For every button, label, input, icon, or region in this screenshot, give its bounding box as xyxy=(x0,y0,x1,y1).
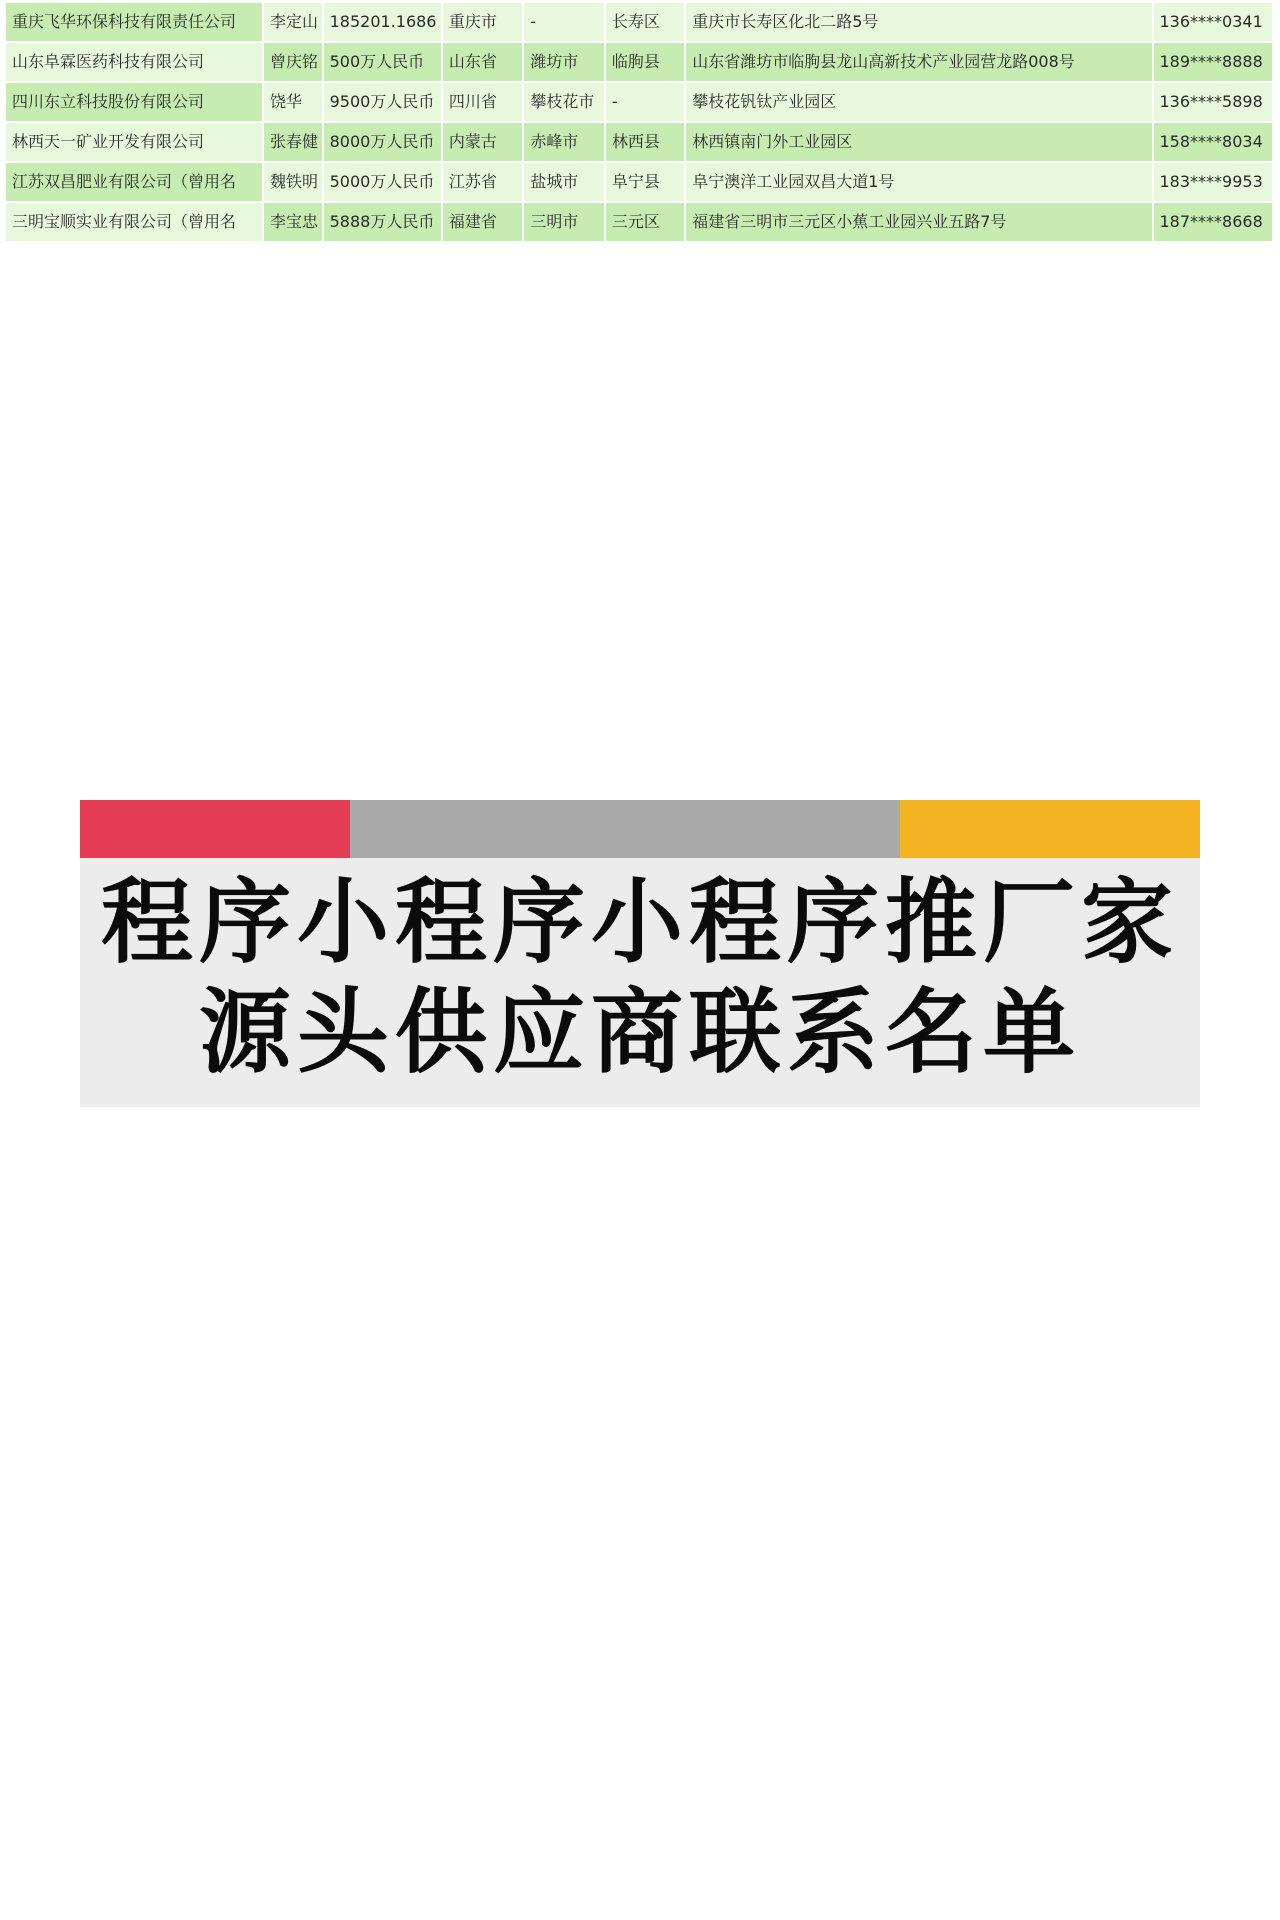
cell-phone: 136****0341 xyxy=(1154,3,1275,43)
table-row xyxy=(6,123,1274,163)
cell-address: 林西镇南门外工业园区 xyxy=(686,123,1153,163)
cell-city: 潍坊市 xyxy=(524,43,606,83)
title-banner xyxy=(80,800,1200,1107)
cell-district: 长寿区 xyxy=(606,3,686,43)
cell-district: - xyxy=(606,83,686,123)
cell-province: 江苏省 xyxy=(443,163,525,203)
cell-city: 三明市 xyxy=(524,203,606,243)
cell-company: 重庆飞华环保科技有限责任公司 xyxy=(6,3,264,43)
cell-address: 重庆市长寿区化北二路5号 xyxy=(686,3,1153,43)
cell-address: 福建省三明市三元区小蕉工业园兴业五路7号 xyxy=(686,203,1153,243)
cell-district: 林西县 xyxy=(606,123,686,163)
cell-address: 攀枝花钒钛产业园区 xyxy=(686,83,1153,123)
cell-address: 山东省潍坊市临朐县龙山高新技术产业园营龙路008号 xyxy=(686,43,1153,83)
table-row xyxy=(6,43,1274,83)
cell-contact: 饶华 xyxy=(264,83,324,123)
cell-province: 内蒙古 xyxy=(443,123,525,163)
cell-company: 江苏双昌肥业有限公司（曾用名 xyxy=(6,163,264,203)
cell-city: 赤峰市 xyxy=(524,123,606,163)
cell-company: 林西天一矿业开发有限公司 xyxy=(6,123,264,163)
cell-phone: 136****5898 xyxy=(1154,83,1275,123)
cell-capital: 5888万人民币 xyxy=(324,203,443,243)
cell-capital: 185201.1686 xyxy=(324,3,443,43)
cell-city: - xyxy=(524,3,606,43)
banner-title-line2: 源头供应商联系名单 xyxy=(198,979,1081,1086)
cell-phone: 187****8668 xyxy=(1154,203,1275,243)
cell-phone: 158****8034 xyxy=(1154,123,1275,163)
cell-province: 山东省 xyxy=(443,43,525,83)
cell-province: 福建省 xyxy=(443,203,525,243)
cell-contact: 李宝忠 xyxy=(264,203,324,243)
cell-address: 阜宁澳洋工业园双昌大道1号 xyxy=(686,163,1153,203)
cell-company: 四川东立科技股份有限公司 xyxy=(6,83,264,123)
cell-capital: 5000万人民币 xyxy=(324,163,443,203)
cell-phone: 183****9953 xyxy=(1154,163,1275,203)
cell-phone: 189****8888 xyxy=(1154,43,1275,83)
cell-capital: 8000万人民币 xyxy=(324,123,443,163)
banner-title-line1: 程序小程序小程序推厂家 xyxy=(100,869,1179,976)
cell-province: 重庆市 xyxy=(443,3,525,43)
banner-bar-orange xyxy=(900,800,1200,858)
cell-contact: 李定山 xyxy=(264,3,324,43)
table-row xyxy=(6,3,1274,43)
cell-district: 临朐县 xyxy=(606,43,686,83)
cell-capital: 9500万人民币 xyxy=(324,83,443,123)
cell-contact: 曾庆铭 xyxy=(264,43,324,83)
cell-city: 盐城市 xyxy=(524,163,606,203)
banner-bar-red xyxy=(80,800,350,858)
cell-company: 山东阜霖医药科技有限公司 xyxy=(6,43,264,83)
cell-province: 四川省 xyxy=(443,83,525,123)
cell-district: 阜宁县 xyxy=(606,163,686,203)
table-row xyxy=(6,83,1274,123)
cell-district: 三元区 xyxy=(606,203,686,243)
banner-bar-gray xyxy=(350,800,900,858)
table-row xyxy=(6,163,1274,203)
cell-contact: 张春健 xyxy=(264,123,324,163)
cell-capital: 500万人民币 xyxy=(324,43,443,83)
supplier-table xyxy=(6,3,1274,243)
table-row xyxy=(6,203,1274,243)
cell-contact: 魏铁明 xyxy=(264,163,324,203)
cell-city: 攀枝花市 xyxy=(524,83,606,123)
cell-company: 三明宝顺实业有限公司（曾用名 xyxy=(6,203,264,243)
